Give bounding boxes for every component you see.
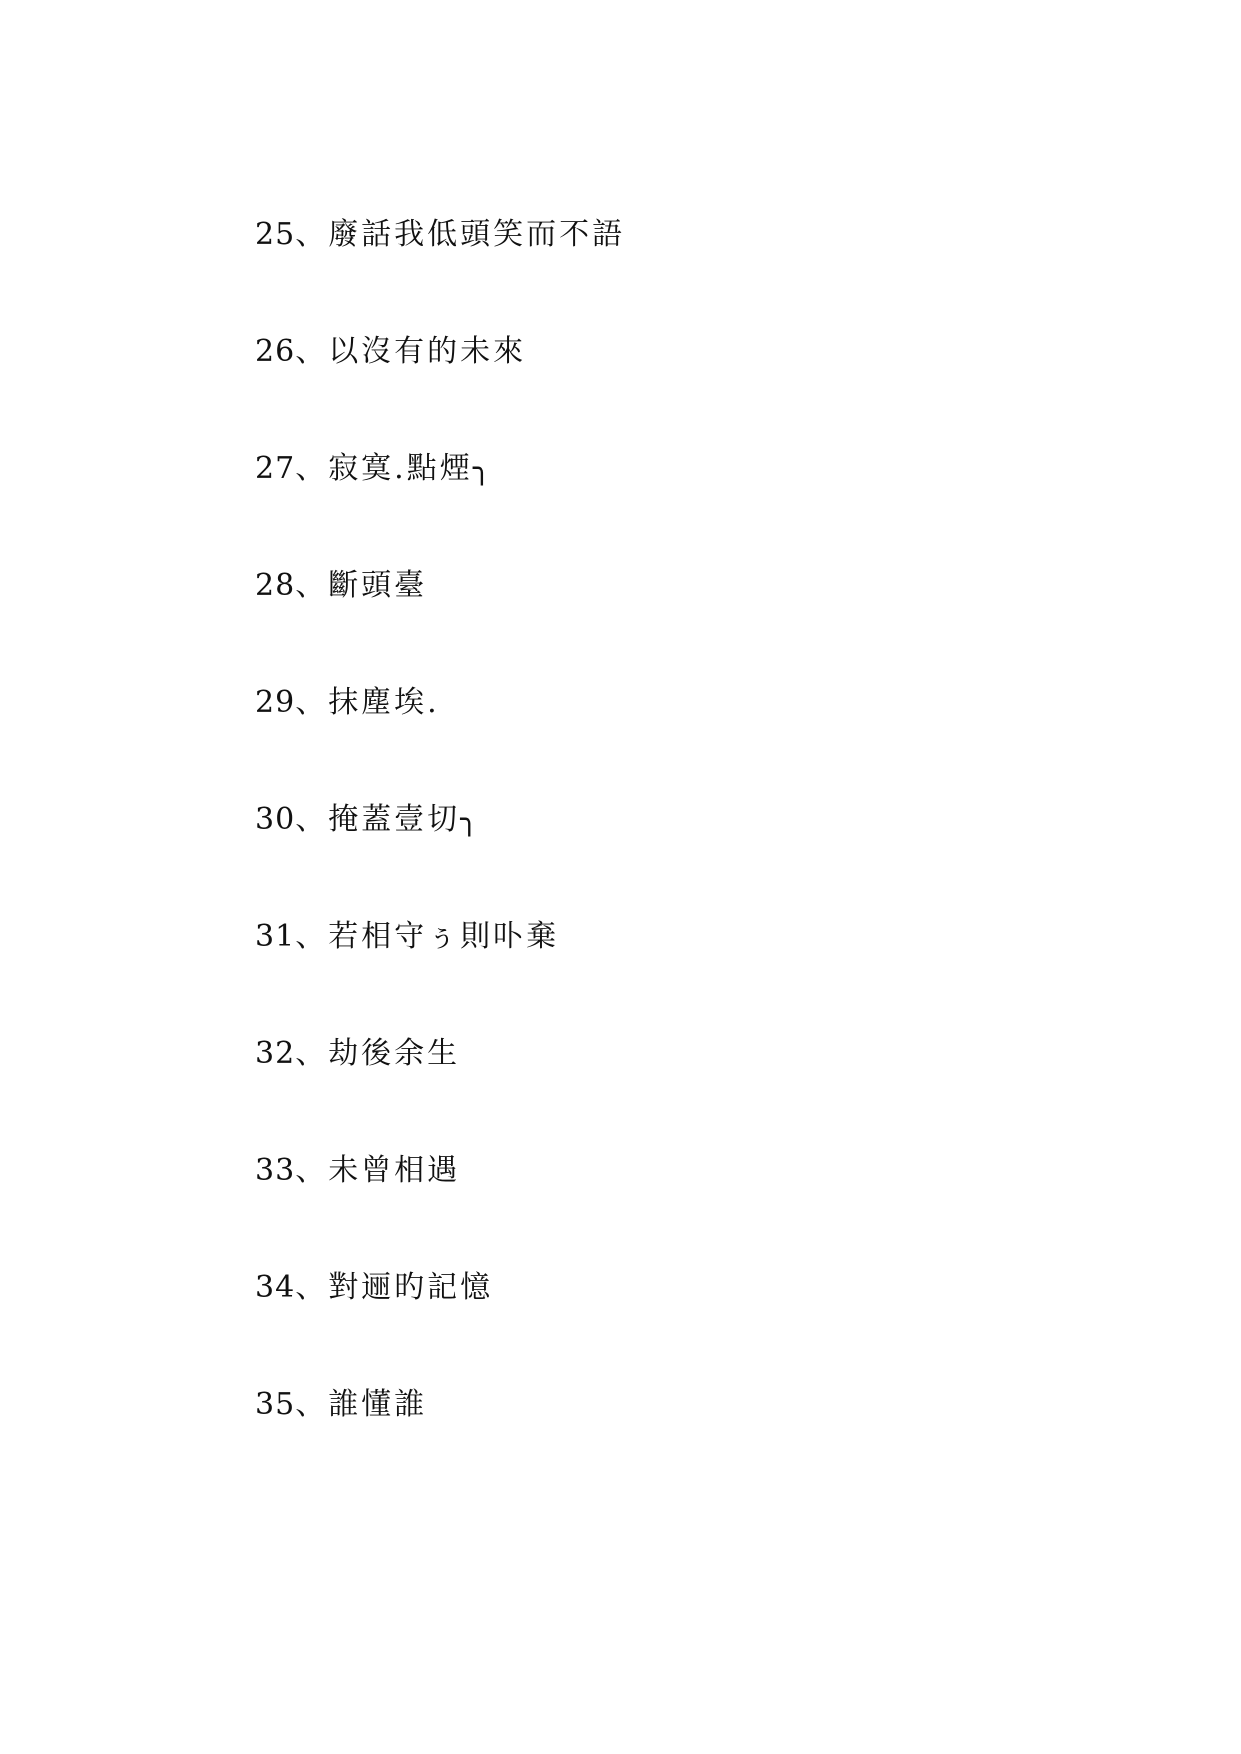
entry-text: 誰懂誰	[328, 1387, 428, 1422]
entry-number: 31	[255, 919, 296, 954]
list-item	[255, 803, 625, 920]
list-item	[255, 452, 625, 569]
list-item	[255, 335, 625, 452]
entry-text: 斷頭臺	[328, 568, 428, 603]
entry-separator: 、	[295, 334, 329, 369]
entry-number: 35	[255, 1387, 296, 1422]
entry-text: 抹塵埃.	[328, 685, 440, 720]
entry-separator: 、	[295, 451, 329, 486]
list-item	[255, 1388, 625, 1505]
entry-text: 劫後余生	[328, 1036, 461, 1071]
entry-text: 寂寞.點煙╮	[328, 451, 494, 486]
entry-list	[255, 218, 625, 1505]
entry-separator: 、	[295, 568, 329, 603]
entry-separator: 、	[295, 217, 329, 252]
entry-text: 對逦旳記憶	[328, 1270, 494, 1305]
list-item	[255, 569, 625, 686]
entry-text: 若相守ぅ則卟棄	[328, 919, 560, 954]
list-item	[255, 920, 625, 1037]
entry-separator: 、	[295, 919, 329, 954]
list-item	[255, 1037, 625, 1154]
entry-separator: 、	[295, 1387, 329, 1422]
entry-separator: 、	[295, 685, 329, 720]
list-item	[255, 686, 625, 803]
list-item	[255, 1154, 625, 1271]
entry-separator: 、	[295, 1153, 329, 1188]
entry-number: 29	[255, 685, 296, 720]
entry-number: 34	[255, 1270, 296, 1305]
entry-number: 26	[255, 334, 296, 369]
list-item	[255, 1271, 625, 1388]
entry-separator: 、	[295, 1270, 329, 1305]
entry-number: 27	[255, 451, 296, 486]
entry-number: 25	[255, 217, 296, 252]
entry-text: 廢話我低頭笑而不語	[328, 217, 626, 252]
entry-text: 未曾相遇	[328, 1153, 461, 1188]
entry-text: 掩蓋壹切╮	[328, 802, 482, 837]
entry-separator: 、	[295, 802, 329, 837]
entry-number: 30	[255, 802, 296, 837]
entry-text: 以沒有的未來	[328, 334, 527, 369]
entry-number: 33	[255, 1153, 296, 1188]
entry-separator: 、	[295, 1036, 329, 1071]
entry-number: 28	[255, 568, 296, 603]
list-item	[255, 218, 625, 335]
entry-number: 32	[255, 1036, 296, 1071]
